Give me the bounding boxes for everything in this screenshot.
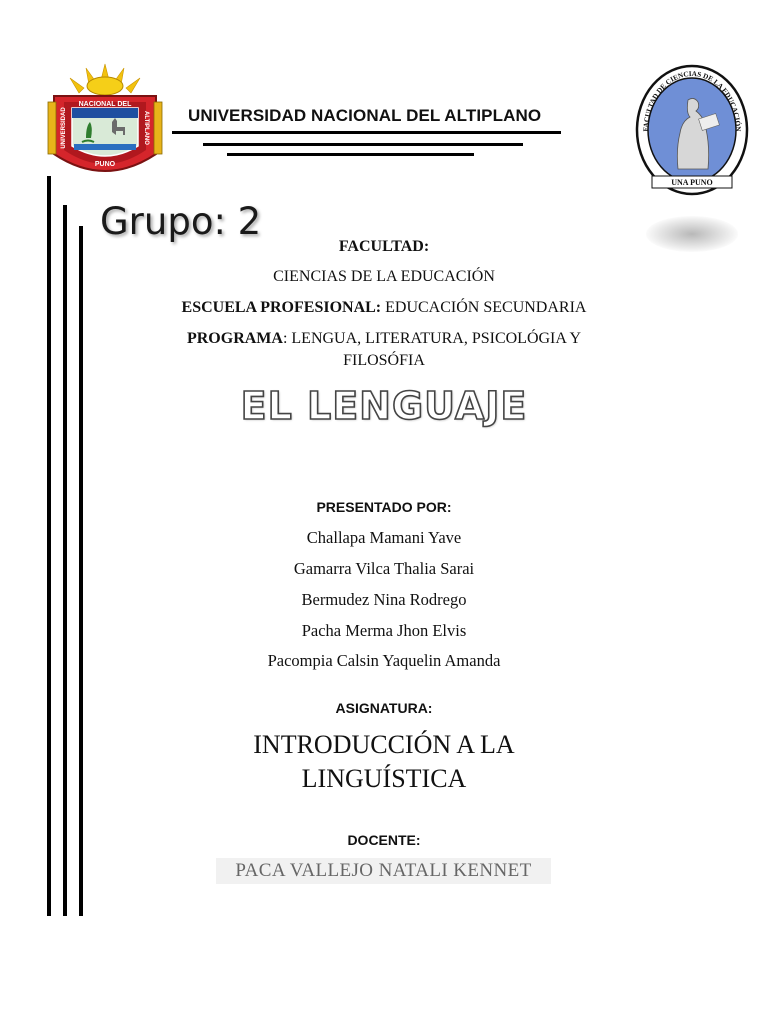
header-rule-3 <box>227 153 474 156</box>
program-value-cont: FILOSÓFIA <box>343 352 425 369</box>
left-rule-3 <box>79 226 83 916</box>
student-name: Challapa Mamani Yave <box>306 528 462 547</box>
left-rule-2 <box>63 205 67 916</box>
crest-text-bottom: PUNO <box>94 161 116 168</box>
group-heading: Grupo: 2 <box>100 200 262 243</box>
student-name: Gamarra Vilca Thalia Sarai <box>293 559 475 578</box>
crest-text-left: UNIVERSIDAD <box>61 107 67 149</box>
left-rule-1 <box>47 176 51 916</box>
faculty-seal-icon <box>634 64 750 200</box>
seal-shadow <box>646 216 738 252</box>
subject-line-1: INTRODUCCIÓN A LA <box>253 730 515 759</box>
header-rule-2 <box>203 143 523 146</box>
school-label: ESCUELA PROFESIONAL: <box>181 299 382 316</box>
crest-text-top: NACIONAL DEL <box>78 101 132 108</box>
student-name: Bermudez Nina Rodrego <box>301 590 467 609</box>
subject-name <box>130 728 638 796</box>
faculty-label: FACULTAD: <box>338 238 430 255</box>
subject-line-2: LINGUÍSTICA <box>301 764 467 793</box>
teacher-name: PACA VALLEJO NATALI KENNET <box>216 858 551 884</box>
program-line <box>130 330 638 348</box>
program-label: PROGRAMA <box>186 330 283 347</box>
school-value: EDUCACIÓN SECUNDARIA <box>381 299 587 316</box>
student-name: Pacompia Calsin Yaquelin Amanda <box>267 651 501 670</box>
teacher-label: DOCENTE: <box>347 832 421 848</box>
student-name: Pacha Merma Jhon Elvis <box>301 621 467 640</box>
university-crest-icon <box>44 62 166 188</box>
presented-by-label: PRESENTADO POR: <box>316 499 452 515</box>
program-value: : LENGUA, LITERATURA, PSICOLÓGIA Y <box>282 330 582 347</box>
document-title: EL LENGUAJE <box>240 384 528 428</box>
university-name: UNIVERSIDAD NACIONAL DEL ALTIPLANO <box>188 106 542 125</box>
seal-bottom-text: UNA PUNO <box>671 178 713 187</box>
seal-ring-text: FACULTAD DE CIENCIAS DE LA EDUCACIÓN <box>641 69 743 132</box>
header-rule-1 <box>172 131 561 134</box>
subject-label: ASIGNATURA: <box>335 700 433 716</box>
crest-text-right: ALTIPLANO <box>143 111 149 145</box>
faculty-value: CIENCIAS DE LA EDUCACIÓN <box>273 268 495 285</box>
school-line <box>130 299 638 317</box>
